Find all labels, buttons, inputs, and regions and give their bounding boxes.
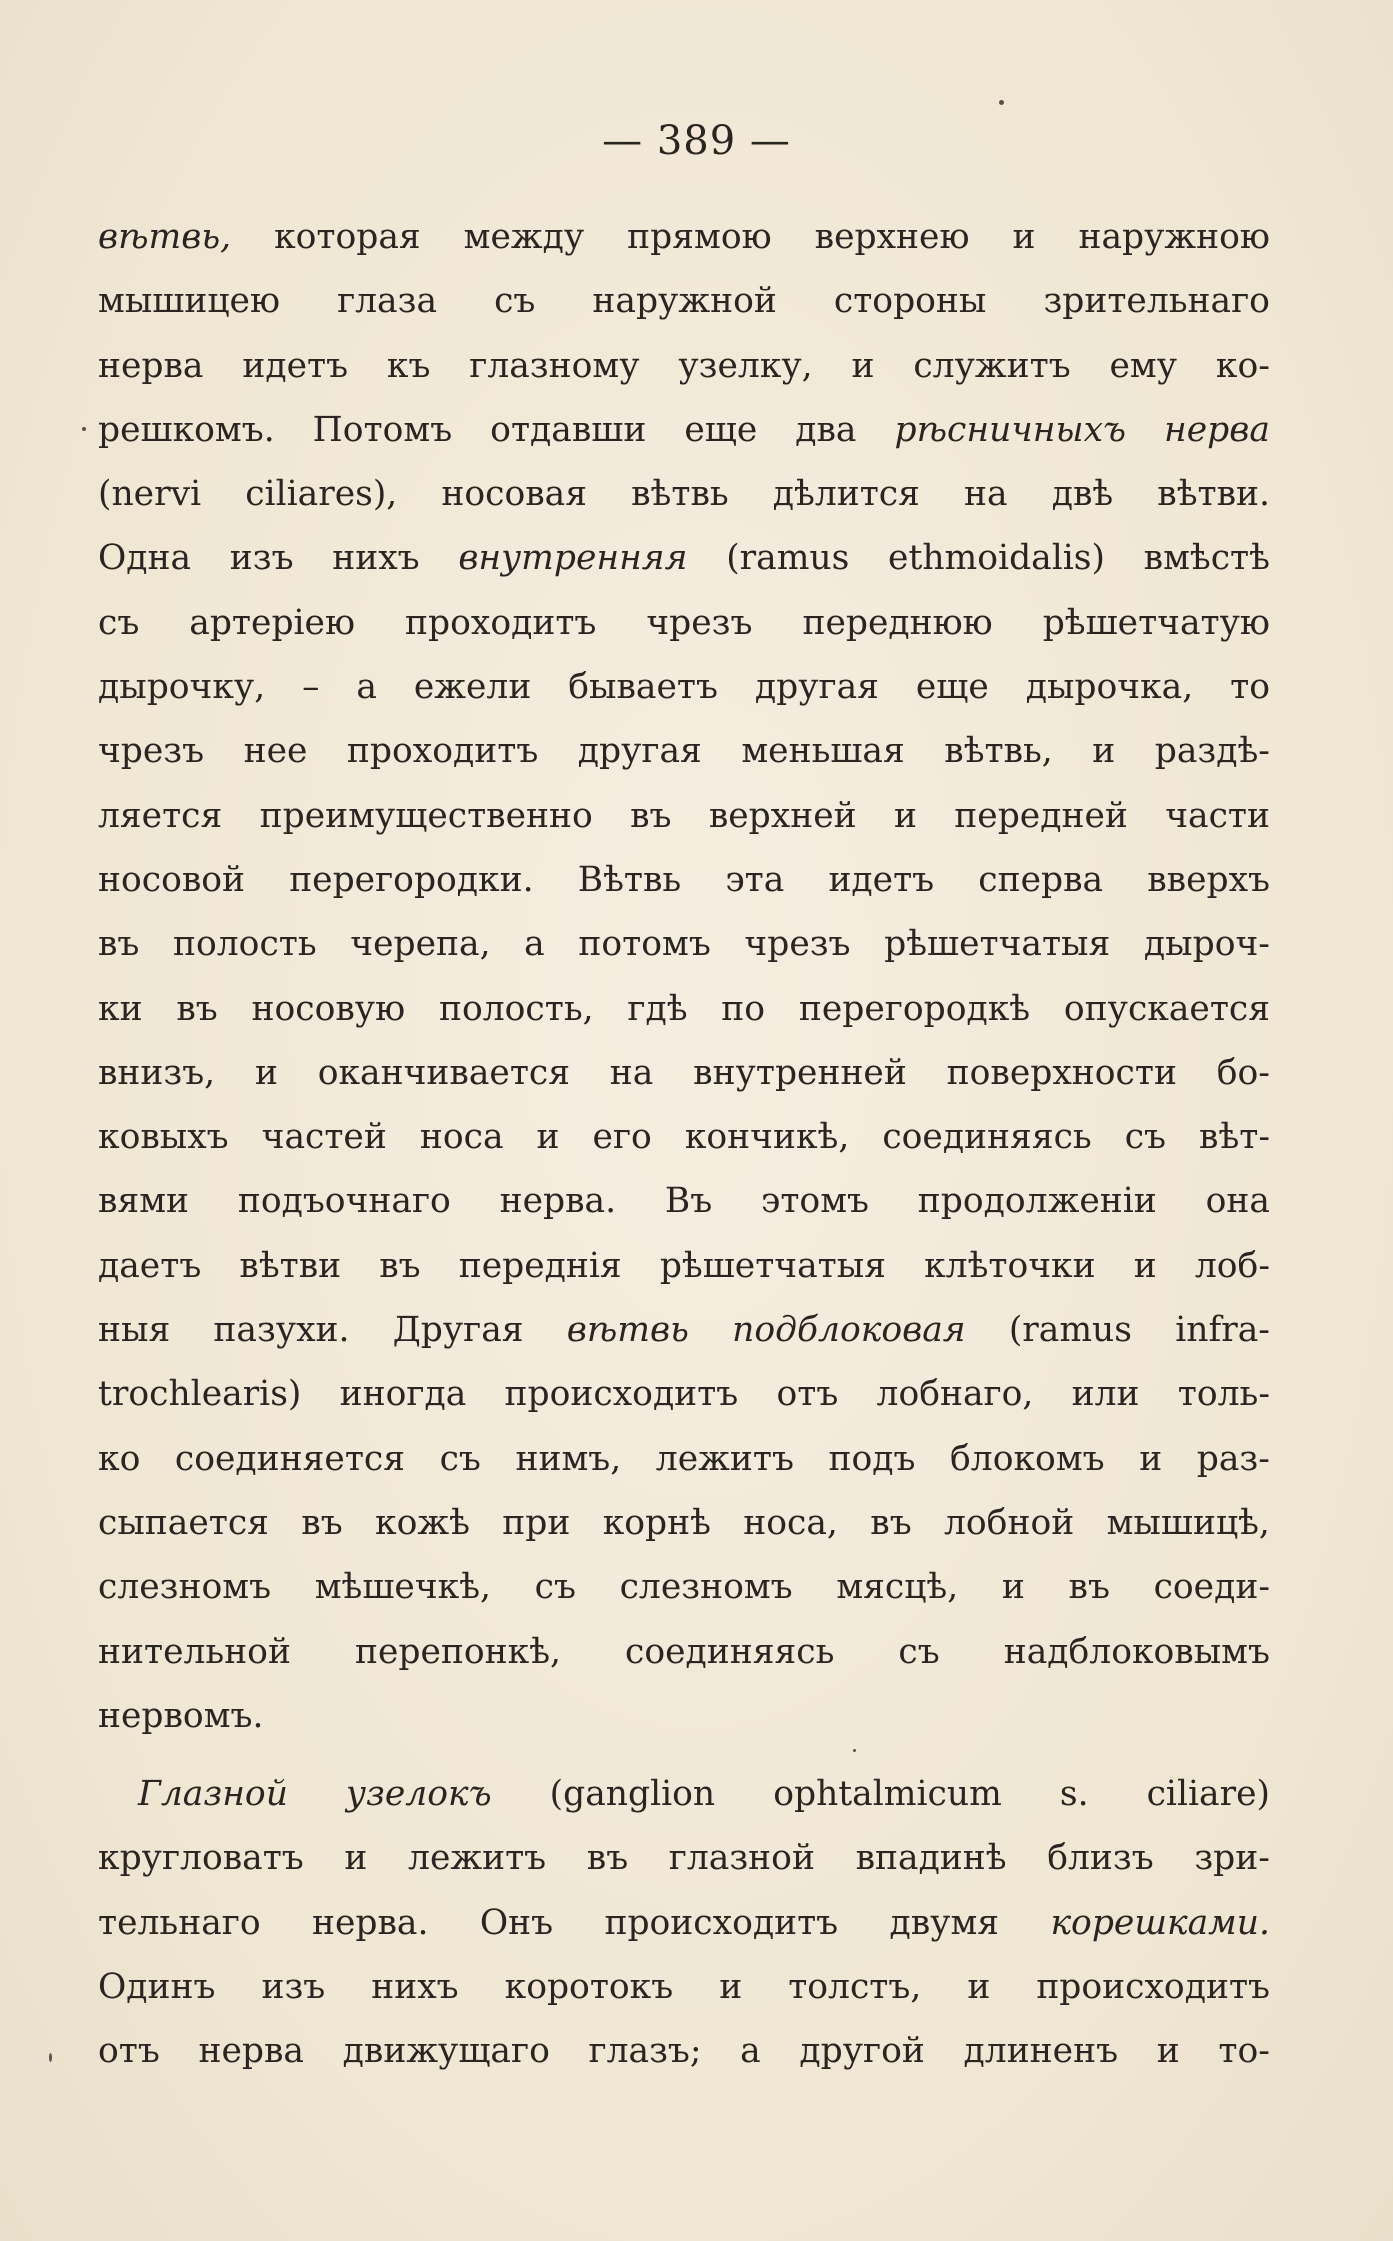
text-line	[98, 784, 1270, 848]
word: части	[1165, 795, 1270, 836]
word: соединяясь	[625, 1631, 835, 1672]
word: вѣт-	[1199, 1117, 1270, 1158]
word: мышицѣ,	[1106, 1502, 1270, 1543]
word: надблоковымъ	[1003, 1631, 1270, 1672]
word: верхней	[708, 795, 857, 836]
text-line	[98, 1362, 1270, 1426]
text-line	[98, 719, 1270, 783]
word: оканчивается	[317, 1052, 570, 1093]
word: нерва	[1164, 409, 1270, 450]
word: ляется	[98, 795, 223, 836]
word: въ	[301, 1502, 343, 1543]
word: (nervi	[98, 474, 202, 515]
text-line	[98, 912, 1270, 976]
text-line	[98, 1298, 1270, 1362]
word: вѣтвь	[631, 474, 729, 515]
word: на	[609, 1052, 654, 1093]
word: Одинъ	[98, 1967, 216, 2008]
word: кожѣ	[375, 1502, 470, 1543]
text-line	[98, 655, 1270, 719]
word: мясцѣ,	[836, 1567, 959, 1608]
word: и	[1001, 1567, 1025, 1608]
word: вмѣстѣ	[1143, 538, 1270, 579]
word: решкомъ.	[98, 409, 275, 450]
word: пазухи.	[213, 1310, 350, 1351]
word: прямою	[627, 217, 772, 257]
word: рѣшетчатую	[1042, 602, 1270, 643]
body-text	[98, 205, 1270, 2084]
word: кругловатъ	[98, 1838, 304, 1879]
word: коротокъ	[504, 1967, 674, 2008]
word: то	[1230, 667, 1270, 708]
word: въ	[98, 924, 140, 965]
word: соеди-	[1153, 1567, 1270, 1608]
word: происходитъ	[604, 1902, 839, 1943]
word: ныя	[98, 1310, 171, 1351]
word: зри-	[1194, 1838, 1270, 1879]
word: дѣлится	[772, 474, 920, 515]
word: вѣтвь	[566, 1310, 689, 1351]
word: внизъ,	[98, 1052, 216, 1093]
word: сперва	[978, 859, 1104, 900]
word: въ	[176, 988, 218, 1029]
word: клѣточки	[924, 1245, 1096, 1286]
word: два	[795, 409, 857, 450]
word: рѣшетчатыя	[659, 1245, 886, 1286]
word: дырочку,	[98, 667, 266, 708]
word: съ	[439, 1438, 481, 1479]
word: по	[721, 988, 766, 1029]
word: лежитъ	[655, 1438, 794, 1479]
paper-speck	[999, 100, 1004, 105]
word: Потомъ	[312, 409, 453, 450]
word: проходитъ	[346, 731, 539, 772]
word: на	[964, 474, 1008, 515]
word: мѣшечкѣ,	[314, 1567, 491, 1608]
word: зрительнаго	[1043, 281, 1270, 322]
word: или	[1071, 1374, 1140, 1415]
word: лежитъ	[408, 1838, 547, 1879]
word: перегородки.	[289, 859, 534, 900]
word: ковыхъ	[98, 1117, 229, 1158]
word: подблоковая	[732, 1310, 966, 1351]
text-line	[98, 205, 1270, 269]
word: тельнаго	[98, 1902, 261, 1943]
word: въ	[1068, 1567, 1110, 1608]
word: бо-	[1216, 1052, 1270, 1093]
word: мышицею	[98, 281, 281, 322]
word: меньшая	[741, 731, 905, 772]
word: въ	[630, 795, 672, 836]
word: съ	[1124, 1117, 1166, 1158]
word: толь-	[1177, 1374, 1270, 1415]
word: нихъ	[371, 1967, 459, 2008]
word: дыроч-	[1143, 924, 1270, 965]
word: ему	[1109, 345, 1178, 386]
word: даетъ	[98, 1245, 202, 1286]
word: наружною	[1078, 217, 1270, 257]
word: нерва.	[312, 1902, 429, 1943]
word: стороны	[833, 281, 987, 322]
word: рѣсничныхъ	[894, 409, 1127, 450]
word: ciliare)	[1146, 1774, 1270, 1815]
word: еще	[915, 667, 989, 708]
word: кончикѣ,	[684, 1117, 850, 1158]
text-line	[98, 848, 1270, 912]
word: артеріею	[189, 602, 356, 643]
word: съ	[494, 281, 536, 322]
text-line	[98, 1684, 1270, 1748]
word: длиненъ	[963, 2031, 1119, 2072]
word: вѣтвь,	[944, 731, 1053, 772]
word: нерва.	[499, 1181, 617, 1222]
word: изъ	[261, 1967, 326, 2008]
word: происходитъ	[504, 1374, 739, 1415]
text-line	[98, 1427, 1270, 1491]
word: вверхъ	[1147, 859, 1270, 900]
word: ciliares),	[245, 474, 398, 515]
word: бываетъ	[568, 667, 718, 708]
word: чрезъ	[646, 602, 753, 643]
word: и	[1139, 1438, 1163, 1479]
word: передней	[954, 795, 1128, 836]
text-line	[98, 1826, 1270, 1890]
word: (ramus	[1008, 1310, 1132, 1351]
word: переднюю	[802, 602, 993, 643]
word: ки	[98, 988, 143, 1029]
word: и	[254, 1052, 278, 1093]
word: другая	[754, 667, 879, 708]
word: (ganglion	[549, 1774, 716, 1815]
text-line	[98, 591, 1270, 655]
page-number: — 389 —	[602, 118, 791, 164]
text-line	[98, 1955, 1270, 2019]
word: ко	[98, 1438, 141, 1479]
text-line	[98, 1105, 1270, 1169]
text-line	[98, 1234, 1270, 1298]
word: ethmoidalis)	[888, 538, 1105, 579]
paragraph-gap	[98, 1748, 1270, 1762]
word: служитъ	[913, 345, 1071, 386]
text-line	[98, 1169, 1270, 1233]
word: съ	[534, 1567, 576, 1608]
word: его	[592, 1117, 652, 1158]
word: близъ	[1047, 1838, 1154, 1879]
word: впадинѣ	[855, 1838, 1007, 1879]
word: нительной	[98, 1631, 291, 1672]
word: идетъ	[828, 859, 935, 900]
word: и	[851, 345, 875, 386]
word: ophtalmicum	[773, 1774, 1002, 1815]
word: вѣтви.	[1157, 474, 1270, 515]
word: Онъ	[479, 1902, 554, 1943]
word: раздѣ-	[1154, 731, 1270, 772]
word: и	[719, 1967, 743, 2008]
word: слезномъ	[619, 1567, 793, 1608]
word: продолженіи	[917, 1181, 1157, 1222]
word: и	[1133, 1245, 1157, 1286]
word: а	[740, 2031, 761, 2072]
word: полость	[173, 924, 317, 965]
word: глазному	[469, 345, 640, 386]
word: сыпается	[98, 1502, 269, 1543]
word: нихъ	[332, 538, 420, 579]
word: чрезъ	[98, 731, 205, 772]
word: внутренняя	[458, 538, 688, 579]
word: движущаго	[342, 2031, 550, 2072]
word: глазъ;	[588, 2031, 702, 2072]
word: въ	[870, 1502, 912, 1543]
word: носовая	[441, 474, 588, 515]
word: перегородкѣ	[798, 988, 1031, 1029]
word: вѣтви	[239, 1245, 342, 1286]
word: которая	[274, 217, 421, 257]
word: s.	[1059, 1774, 1089, 1815]
word: поверхности	[946, 1052, 1177, 1093]
word: она	[1205, 1181, 1270, 1222]
word: перепонкѣ,	[354, 1631, 561, 1672]
word: съ	[898, 1631, 940, 1672]
word: гдѣ	[627, 988, 688, 1029]
text-line	[98, 1891, 1270, 1955]
word: съ	[98, 602, 140, 643]
word: двумя	[889, 1902, 1000, 1943]
text-line	[98, 2019, 1270, 2083]
text-line	[98, 462, 1270, 526]
word: подъочнаго	[237, 1181, 451, 1222]
word: иногда	[339, 1374, 467, 1415]
word: и	[1092, 731, 1116, 772]
text-line	[98, 977, 1270, 1041]
word: преимущественно	[259, 795, 593, 836]
word: и	[967, 1967, 991, 2008]
word: происходитъ	[1036, 1967, 1270, 2008]
word: черепа,	[350, 924, 491, 965]
word: въ	[586, 1838, 629, 1879]
paper-speck	[853, 1749, 856, 1752]
word: соединяясь	[882, 1117, 1092, 1158]
word: проходитъ	[405, 602, 597, 643]
word: нервомъ.	[98, 1695, 264, 1736]
word: ко-	[1215, 345, 1270, 386]
text-line	[98, 1762, 1270, 1826]
word: корнѣ	[602, 1502, 711, 1543]
paragraph	[98, 1762, 1270, 2083]
word: носа	[419, 1117, 504, 1158]
word: trochlearis)	[98, 1374, 302, 1415]
word: внутренней	[693, 1052, 907, 1093]
word: въ	[379, 1245, 421, 1286]
text-line	[98, 1491, 1270, 1555]
word: корешками.	[1050, 1902, 1270, 1943]
word: отъ	[776, 1374, 839, 1415]
text-line	[98, 1620, 1270, 1684]
word: изъ	[229, 538, 294, 579]
word: другая	[577, 731, 702, 772]
word: нерва	[198, 2031, 304, 2072]
word: и	[1156, 2031, 1180, 2072]
word: при	[502, 1502, 571, 1543]
word: дырочка,	[1025, 667, 1194, 708]
word: отъ	[98, 2031, 160, 2072]
paper-speck	[49, 2053, 52, 2062]
word: толстъ,	[788, 1967, 922, 2008]
word: носовой	[98, 859, 246, 900]
word: (ramus	[726, 538, 850, 579]
word: и	[344, 1838, 368, 1879]
word: отдавши	[490, 409, 647, 450]
word: подъ	[828, 1438, 916, 1479]
word: –	[302, 667, 320, 708]
word: верхнею	[814, 217, 970, 257]
word: носа,	[743, 1502, 838, 1543]
word: еще	[684, 409, 758, 450]
word: эта	[725, 859, 785, 900]
word: узелокъ	[346, 1774, 492, 1815]
word: а	[524, 924, 545, 965]
word: идетъ	[242, 345, 349, 386]
word: и	[1012, 217, 1036, 257]
text-line	[98, 526, 1270, 590]
text-line	[98, 398, 1270, 462]
word: полость,	[438, 988, 594, 1029]
text-line	[98, 334, 1270, 398]
word: и	[893, 795, 917, 836]
word: нимъ,	[515, 1438, 622, 1479]
word: ежели	[413, 667, 532, 708]
word: наружной	[592, 281, 777, 322]
word: между	[463, 217, 585, 257]
word: Глазной	[138, 1774, 288, 1815]
word: соединяется	[174, 1438, 406, 1479]
word: то-	[1218, 2031, 1270, 2072]
word: частей	[261, 1117, 387, 1158]
word: лобной	[944, 1502, 1075, 1543]
text-line	[98, 269, 1270, 333]
word: лобнаго,	[876, 1374, 1034, 1415]
word: раз-	[1196, 1438, 1270, 1479]
text-line	[98, 1041, 1270, 1105]
word: и	[536, 1117, 560, 1158]
word: рѣшетчатыя	[884, 924, 1111, 965]
word: носовую	[251, 988, 406, 1029]
word: слезномъ	[98, 1567, 272, 1608]
word: нее	[243, 731, 308, 772]
word: лоб-	[1194, 1245, 1270, 1286]
word: а	[356, 667, 377, 708]
word: блокомъ	[950, 1438, 1105, 1479]
word: нерва	[98, 345, 204, 386]
word: другой	[799, 2031, 925, 2072]
word: переднія	[458, 1245, 622, 1286]
word: Одна	[98, 538, 192, 579]
word: вями	[98, 1181, 190, 1222]
paragraph	[98, 205, 1270, 1748]
paper-speck	[82, 427, 86, 431]
word: глаза	[337, 281, 438, 322]
word: двѣ	[1051, 474, 1114, 515]
word: чрезъ	[744, 924, 851, 965]
word: вѣтвь,	[98, 217, 232, 257]
word: опускается	[1063, 988, 1270, 1029]
word: къ	[386, 345, 431, 386]
word: этомъ	[761, 1181, 869, 1222]
word: Другая	[392, 1310, 524, 1351]
word: узелку,	[678, 345, 813, 386]
word: Вѣтвь	[577, 859, 682, 900]
word: Въ	[664, 1181, 713, 1222]
text-line	[98, 1555, 1270, 1619]
word: потомъ	[578, 924, 711, 965]
word: глазной	[668, 1838, 815, 1879]
word: infra-	[1175, 1310, 1270, 1351]
